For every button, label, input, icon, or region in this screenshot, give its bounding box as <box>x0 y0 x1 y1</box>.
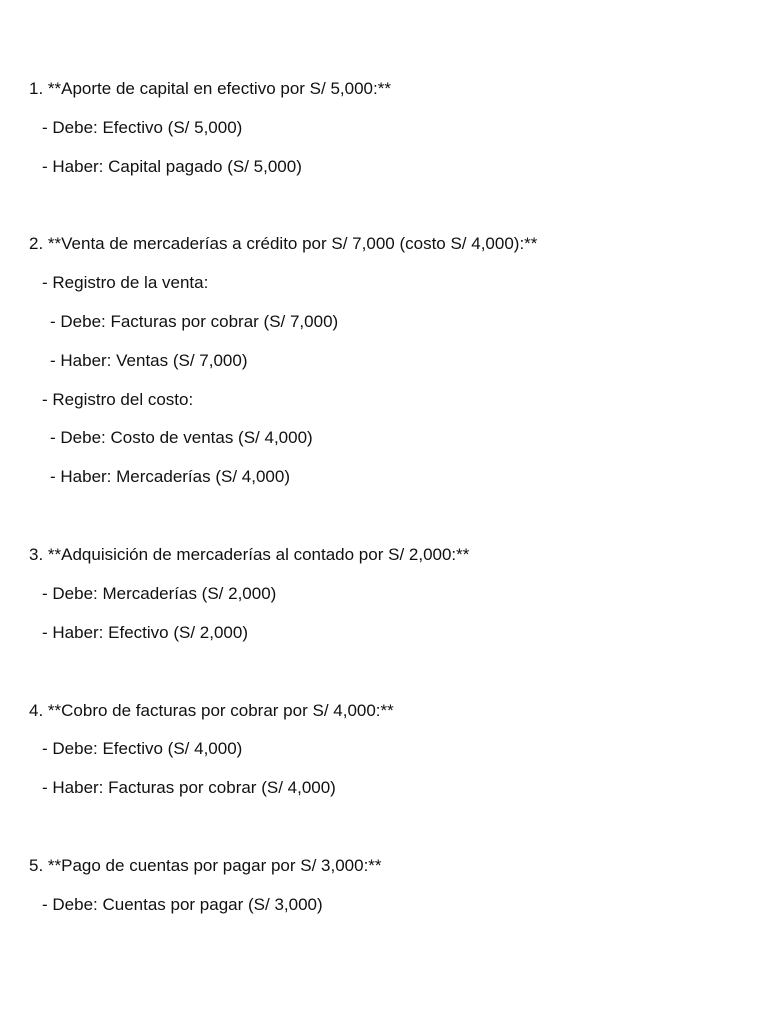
entry-4-heading: 4. **Cobro de facturas por cobrar por S/ 4,000:** <box>29 701 394 720</box>
entry-3-credit: - Haber: Efectivo (S/ 2,000) <box>42 623 248 642</box>
entry-2-sale-credit: - Haber: Ventas (S/ 7,000) <box>50 351 248 370</box>
entry-2-sale-debit: - Debe: Facturas por cobrar (S/ 7,000) <box>50 312 339 331</box>
entry-2-cost-record: - Registro del costo: <box>42 390 194 409</box>
entry-2-cost-debit: - Debe: Costo de ventas (S/ 4,000) <box>50 428 313 447</box>
entry-5-heading: 5. **Pago de cuentas por pagar por S/ 3,000:** <box>29 856 382 875</box>
entry-3-debit: - Debe: Mercaderías (S/ 2,000) <box>42 584 277 603</box>
entry-1-heading: 1. **Aporte de capital en efectivo por S/ 5,000:** <box>29 79 391 98</box>
entry-2-sale-record: - Registro de la venta: <box>42 273 209 292</box>
entry-3-heading: 3. **Adquisición de mercaderías al contado por S/ 2,000:** <box>29 545 470 564</box>
entry-4-debit: - Debe: Efectivo (S/ 4,000) <box>42 739 243 758</box>
entry-2-cost-credit: - Haber: Mercaderías (S/ 4,000) <box>50 467 290 486</box>
entry-1-debit: - Debe: Efectivo (S/ 5,000) <box>42 118 243 137</box>
entry-5-debit: - Debe: Cuentas por pagar (S/ 3,000) <box>42 895 323 914</box>
entry-2-heading: 2. **Venta de mercaderías a crédito por S/ 7,000 (costo S/ 4,000):** <box>29 234 538 253</box>
entry-4-credit: - Haber: Facturas por cobrar (S/ 4,000) <box>42 778 336 797</box>
entry-1-credit: - Haber: Capital pagado (S/ 5,000) <box>42 157 302 176</box>
